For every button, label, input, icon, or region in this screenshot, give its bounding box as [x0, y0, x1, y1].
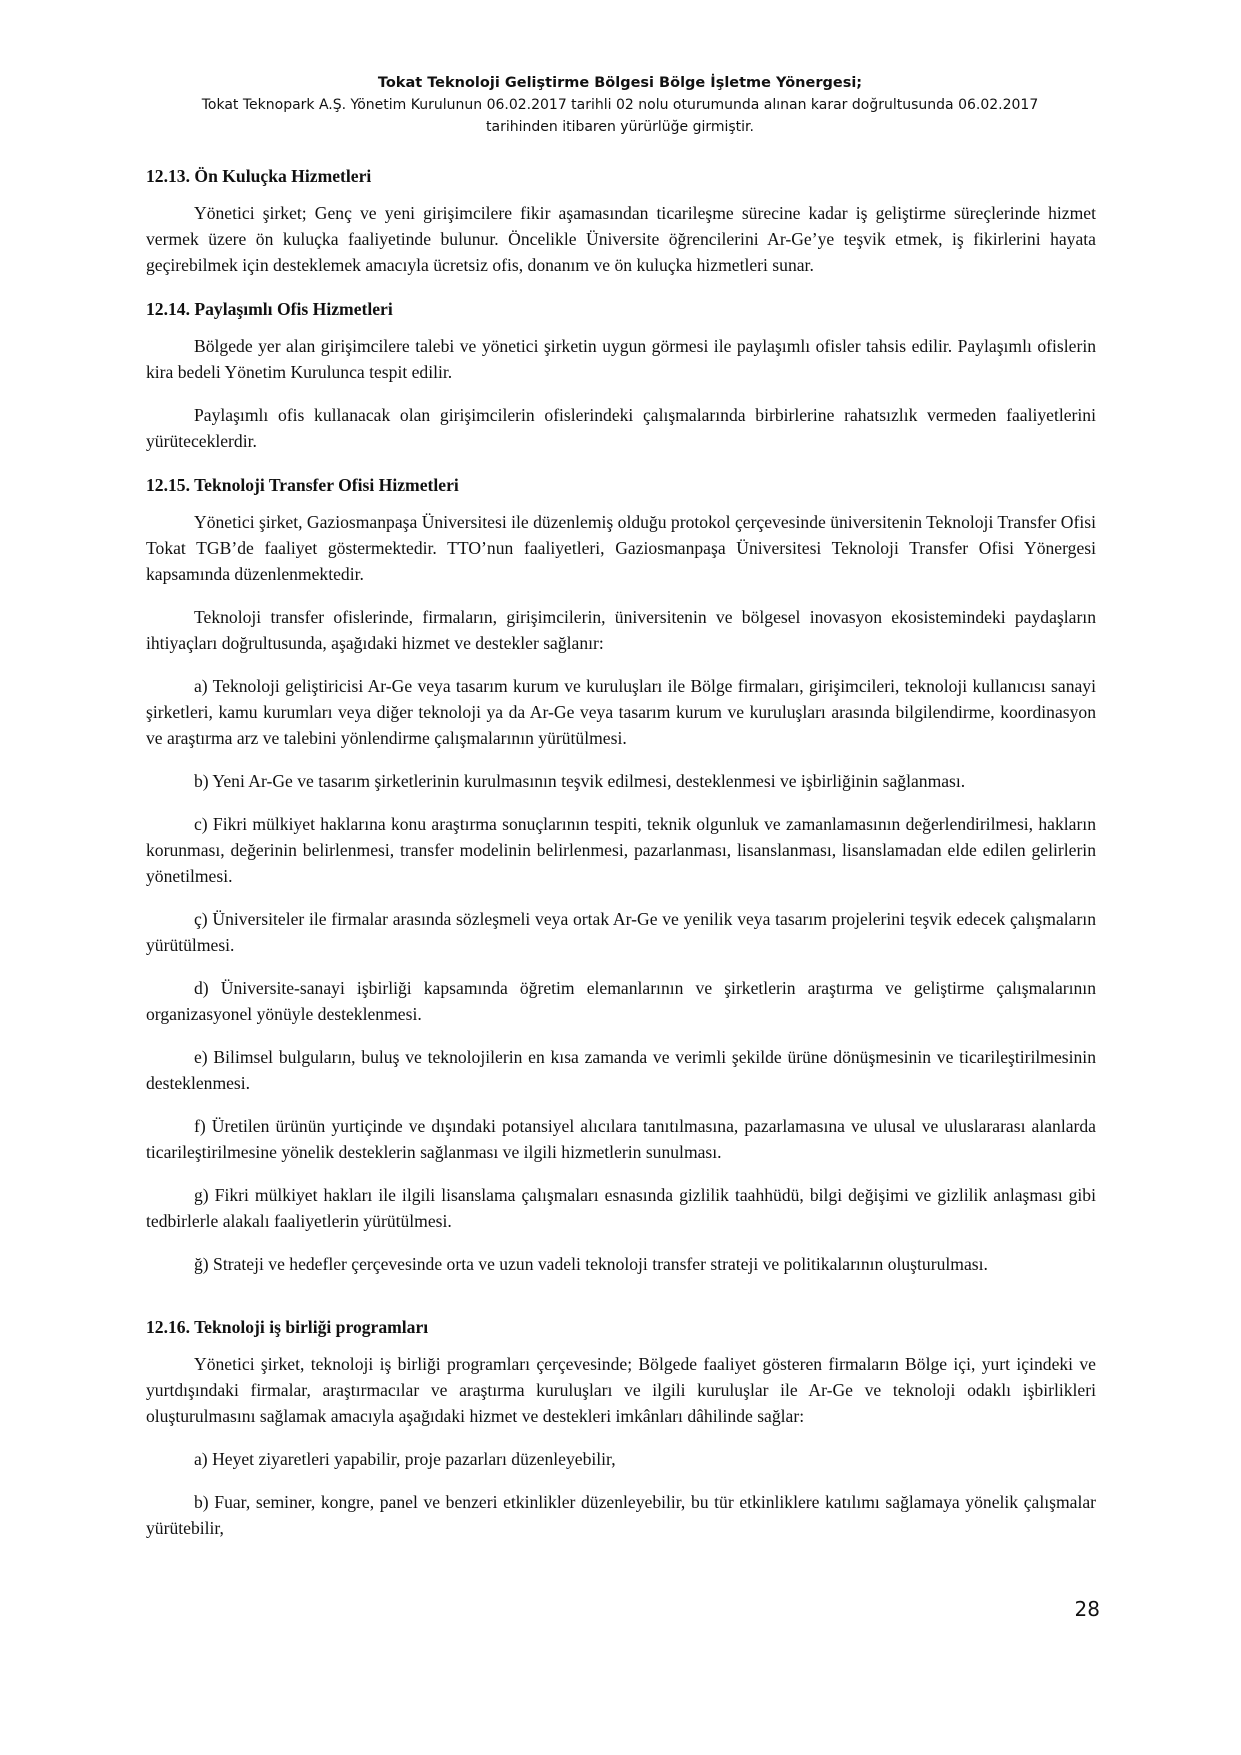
document-body [146, 163, 1096, 1550]
list-item: c) Fikri mülkiyet haklarına konu araştırma sonuçlarının tespiti, teknik olgunluk ve zamanlamasının değerlendirilmesi, hakların korunması, değerinin belirlenmesi, transfer modelinin belirlenmesi, pazarlanması, lisanslanması, lisanslamadan elde edilen gelirlerin yönetilmesi. [146, 814, 1096, 886]
paragraph: Yönetici şirket; Genç ve yeni girişimcilere fikir aşamasından ticarileşme sürecine kadar iş geliştirme süreçlerinde hizmet vermek üzere ön kuluçka faaliyetinde bulunur. Öncelikle Üniversite öğrencilerini Ar-Ge’ye teşvik etmek, iş fikirlerini hayata geçirebilmek için desteklemek amacıyla ücretsiz ofis, donanım ve ön kuluçka hizmetleri sunar. [146, 203, 1096, 275]
page-header [140, 72, 1100, 138]
section-heading-12-14: 12.14. Paylaşımlı Ofis Hizmetleri [146, 299, 393, 319]
list-item: ç) Üniversiteler ile firmalar arasında sözleşmeli veya ortak Ar-Ge ve yenilik veya tasarım projelerini teşvik edecek çalışmaların yürütülmesi. [146, 909, 1096, 955]
paragraph: Yönetici şirket, teknoloji iş birliği programları çerçevesinde; Bölgede faaliyet gösteren firmaların Bölge içi, yurt içindeki ve yurtdışındaki firmalar, araştırmacılar ve araştırma kuruluşları ve ilgili kuruluşlar ile Ar-Ge ve teknoloji odaklı işbirlikleri oluşturulmasını sağlamak amacıyla aşağıdaki hizmet ve destekleri imkânları dâhilinde sağlar: [146, 1354, 1096, 1426]
list-item: e) Bilimsel bulguların, buluş ve teknolojilerin en kısa zamanda ve verimli şekilde ürüne dönüşmesinin ve ticarileştirilmesinin desteklenmesi. [146, 1047, 1096, 1093]
list-item: d) Üniversite-sanayi işbirliği kapsamında öğretim elemanlarının ve şirketlerin araştırma ve geliştirme çalışmalarının organizasyonel yönüyle desteklenmesi. [146, 978, 1096, 1024]
list-item: a) Teknoloji geliştiricisi Ar-Ge veya tasarım kurum ve kuruluşları ile Bölge firmaları, girişimcileri, teknoloji kullanıcısı sanayi şirketleri, kamu kurumları veya diğer teknoloji ya da Ar-Ge veya tasarım kurum ve kuruluşları arasında bilgilendirme, koordinasyon ve araştırma arz ve talebini yönlendirme çalışmalarının yürütülmesi. [146, 676, 1096, 748]
header-title: Tokat Teknoloji Geliştirme Bölgesi Bölge İşletme Yönergesi; [377, 75, 863, 91]
paragraph: Paylaşımlı ofis kullanacak olan girişimcilerin ofislerindeki çalışmalarında birbirlerine rahatsızlık vermeden faaliyetlerini yürüteceklerdir. [146, 405, 1096, 451]
list-item: b) Yeni Ar-Ge ve tasarım şirketlerinin kurulmasının teşvik edilmesi, desteklenmesi ve işbirliğinin sağlanması. [194, 771, 966, 791]
paragraph: Bölgede yer alan girişimcilere talebi ve yönetici şirketin uygun görmesi ile paylaşımlı ofisler tahsis edilir. Paylaşımlı ofislerin kira bedeli Yönetim Kurulunca tespit edilir. [146, 336, 1096, 382]
paragraph: Teknoloji transfer ofislerinde, firmaların, girişimcilerin, üniversitenin ve bölgesel inovasyon ekosistemindeki paydaşların ihtiyaçları doğrultusunda, aşağıdaki hizmet ve destekler sağlanır: [146, 607, 1096, 653]
section-heading-12-16: 12.16. Teknoloji iş birliği programları [146, 1317, 429, 1337]
header-line-2: tarihinden itibaren yürürlüğe girmiştir. [486, 119, 754, 135]
list-item: g) Fikri mülkiyet hakları ile ilgili lisanslama çalışmaları esnasında gizlilik taahhüdü, bilgi değişimi ve gizlilik anlaşması gibi tedbirlerle alakalı faaliyetlerin yürütülmesi. [146, 1185, 1096, 1231]
section-heading-12-15: 12.15. Teknoloji Transfer Ofisi Hizmetleri [146, 475, 459, 495]
section-heading-12-13: 12.13. Ön Kuluçka Hizmetleri [146, 166, 372, 186]
list-item: ğ) Strateji ve hedefler çerçevesinde orta ve uzun vadeli teknoloji transfer strateji ve politikalarının oluşturulması. [194, 1254, 988, 1274]
list-item: a) Heyet ziyaretleri yapabilir, proje pazarları düzenleyebilir, [194, 1449, 616, 1469]
header-line-1: Tokat Teknopark A.Ş. Yönetim Kurulunun 06.02.2017 tarihli 02 nolu oturumunda alınan karar doğrultusunda 06.02.2017 [201, 97, 1039, 113]
page-number: 28 [1074, 1597, 1100, 1621]
list-item: f) Üretilen ürünün yurtiçinde ve dışındaki potansiyel alıcılara tanıtılmasına, pazarlamasına ve ulusal ve uluslararası alanlarda ticarileştirilmesine yönelik desteklerin sağlanması ve ilgili hizmetlerin sunulması. [146, 1116, 1096, 1162]
paragraph: Yönetici şirket, Gaziosmanpaşa Üniversitesi ile düzenlemiş olduğu protokol çerçevesinde üniversitenin Teknoloji Transfer Ofisi Tokat TGB’de faaliyet göstermektedir. TTO’nun faaliyetleri, Gaziosmanpaşa Üniversitesi Teknoloji Transfer Ofisi Yönergesi kapsamında düzenlenmektedir. [146, 512, 1096, 584]
list-item: b) Fuar, seminer, kongre, panel ve benzeri etkinlikler düzenleyebilir, bu tür etkinliklere katılımı sağlamaya yönelik çalışmalar yürütebilir, [146, 1492, 1096, 1538]
